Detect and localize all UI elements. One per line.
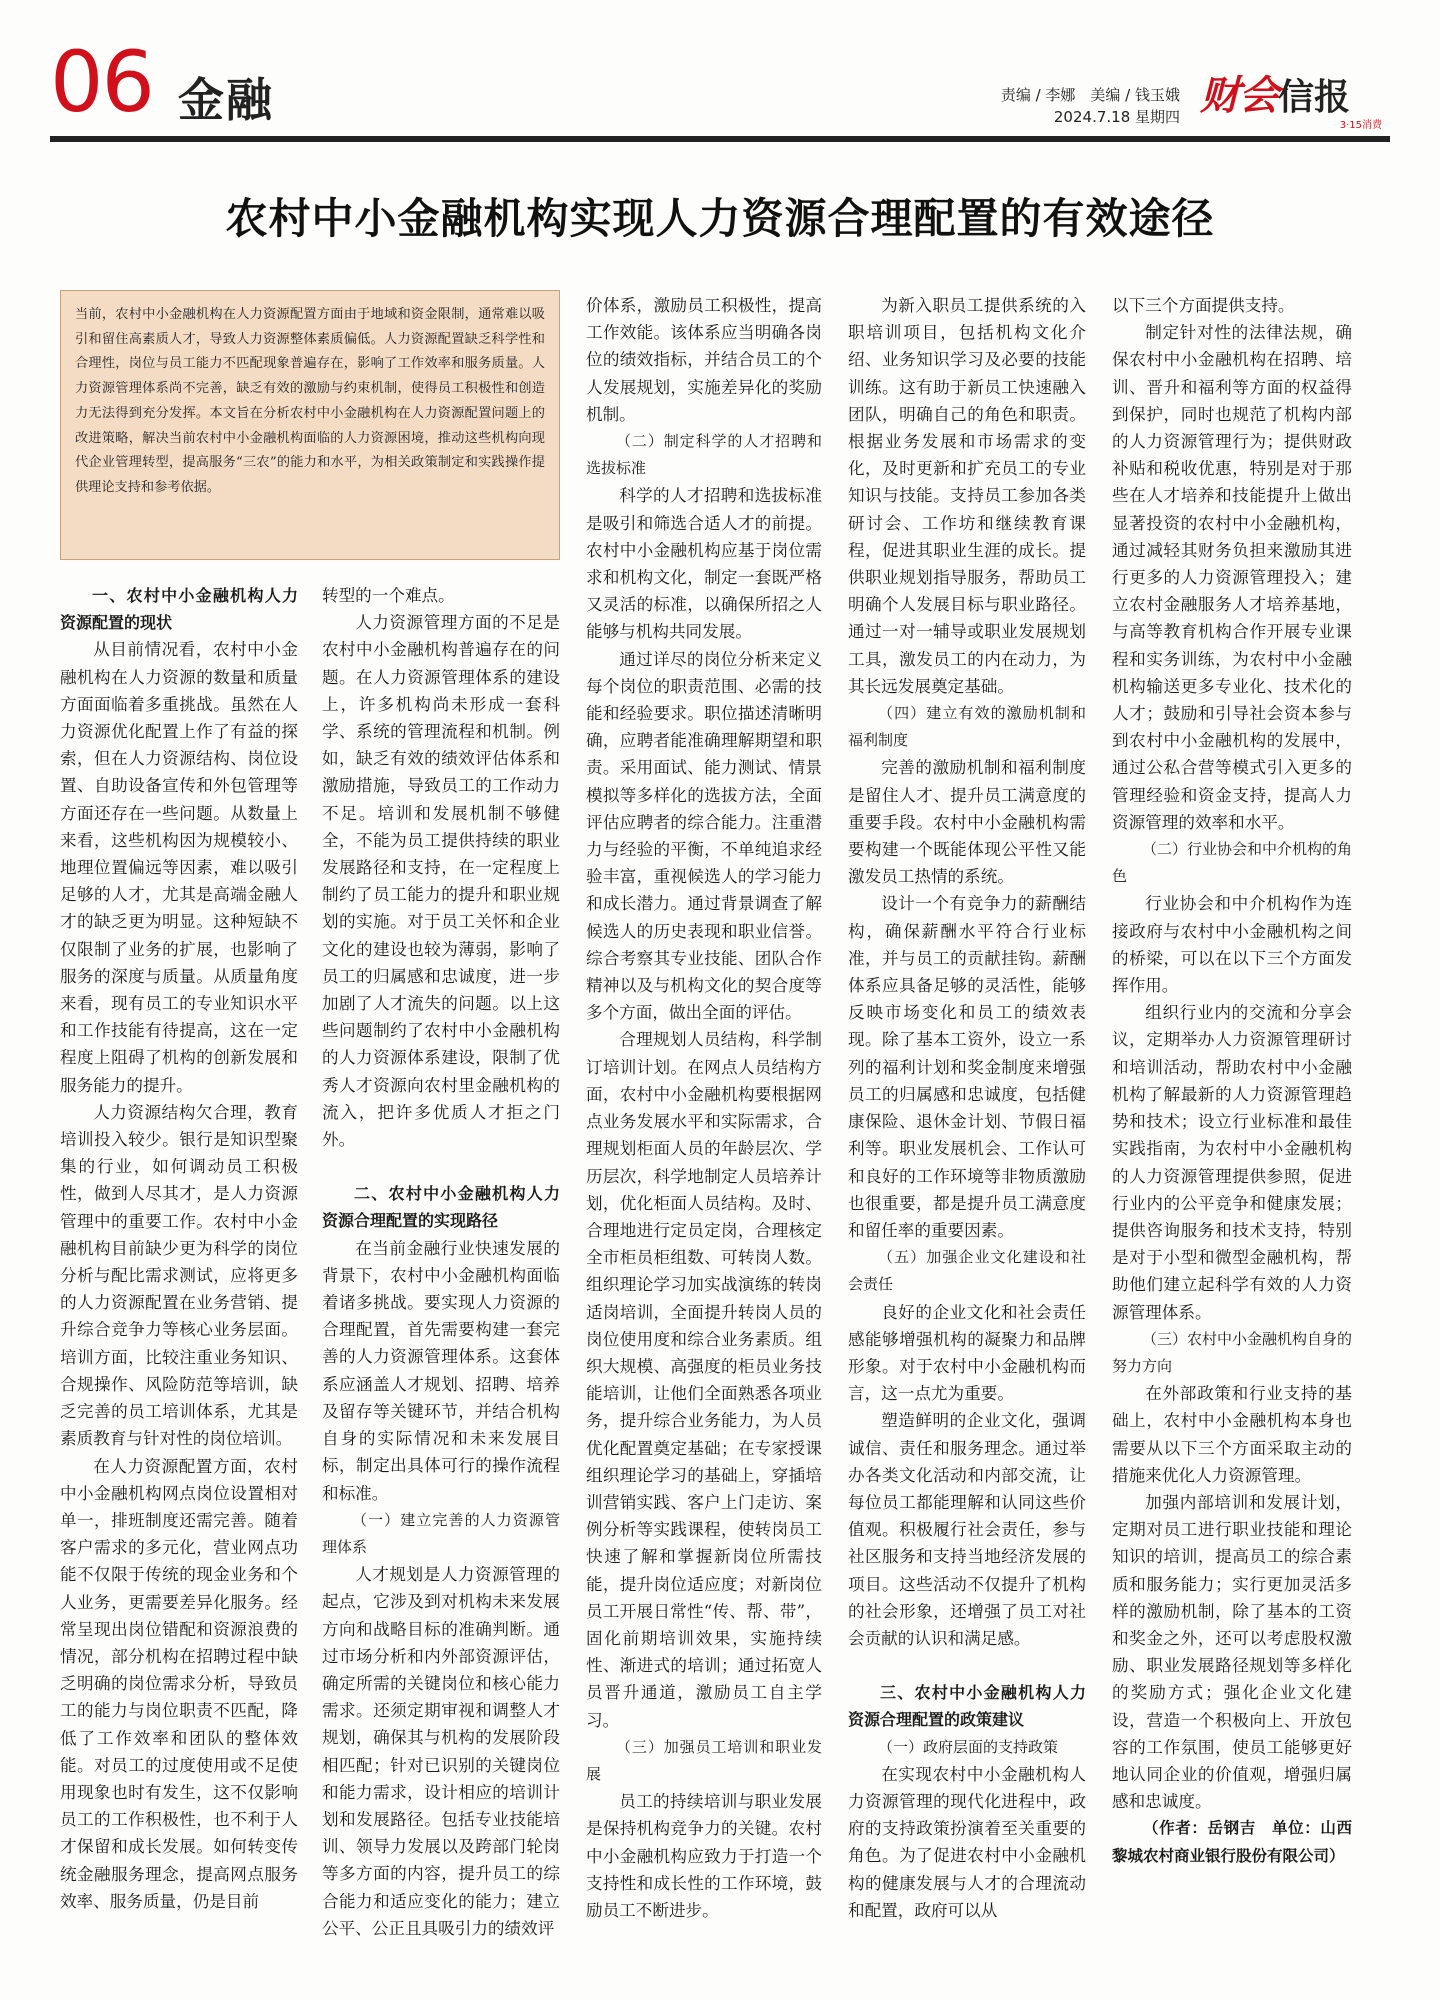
paragraph: 科学的人才招聘和选拔标准是吸引和筛选合适人才的前提。农村中小金融机构应基于岗位需求和机构文化，制定一套既严格又灵活的标准，以确保所招之人能够与机构共同发展。 — [586, 486, 822, 642]
issue-date: 2024.7.18 星期四 — [1053, 108, 1180, 126]
paragraph: 良好的企业文化和社会责任感能够增强机构的凝聚力和品牌形象。对于农村中小金融机构而言，这一点尤为重要。 — [848, 1302, 1086, 1404]
page-header — [50, 33, 1390, 136]
paragraph: 价体系，激励员工积极性，提高工作效能。该体系应当明确各岗位的绩效指标，并结合员工的个人发展规划，实施差异化的奖励机制。 — [586, 296, 822, 424]
header-rule — [50, 136, 1390, 142]
column-4 — [848, 292, 1086, 1924]
editors-line: 责编 / 李娜 美编 / 钱玉娥 — [1000, 86, 1180, 104]
newspaper-logo — [1200, 64, 1390, 134]
paragraph: 完善的激励机制和福利制度是留住人才、提升员工满意度的重要手段。农村中小金融机构需要构建一个既能体现公平性又能激发员工热情的系统。 — [848, 758, 1086, 887]
article-title: 农村中小金融机构实现人力资源合理配置的有效途径 — [225, 194, 1215, 243]
paragraph: 组织行业内的交流和分享会议，定期举办人力资源管理研讨和培训活动，帮助农村中小金融机构了解最新的人力资源管理趋势和技术；设立行业标准和最佳实践指南，为农村中小金融机构的人力资源管理提供参照，促进行业内的公平竞争和健康发展；提供咨询服务和技术支持，特别是对于小型和微型金融机构，帮助他们建立起科学有效的人力资源管理体系。 — [1112, 1003, 1352, 1322]
logo-sub-text: 信报 — [1278, 76, 1351, 118]
subsection-heading: （一）政府层面的支持政策 — [878, 1737, 1059, 1756]
paragraph: 在实现农村中小金融机构人力资源管理的现代化进程中，政府的支持政策扮演着至关重要的角色。为了促进农村中小金融机构的健康发展与人才的合理流动和配置，政府可以从 — [848, 1764, 1086, 1920]
paragraph: 行业协会和中介机构作为连接政府与农村中小金融机构之间的桥梁，可以在以下三个方面发挥作用。 — [1112, 894, 1352, 996]
logo-tag: 3·15消费 — [1339, 120, 1382, 131]
subsection-heading: （三）农村中小金融机构自身的努力方向 — [1112, 1329, 1353, 1375]
paragraph: 人力资源结构欠合理，教育培训投入较少。银行是知识型聚集的行业，如何调动员工积极性，做到人尽其才，是人力资源管理中的重要工作。农村中小金融机构目前缺少更为科学的岗位分析与配比需求测试，应将更多的人力资源配置在业务营销、提升综合竞争力等核心业务层面。培训方面，比较注重业务知识、合规操作、风险防范等培训，缺乏完善的员工培训体系，尤其是素质教育与针对性的岗位培训。 — [60, 1102, 298, 1449]
paragraph: 为新入职员工提供系统的入职培训项目，包括机构文化介绍、业务知识学习及必要的技能训练。这有助于新员工快速融入团队，明确自己的角色和职责。根据业务发展和市场需求的变化，及时更新和扩充员工的专业知识与技能。支持员工参加各类研讨会、工作坊和继续教育课程，促进其职业生涯的成长。提供职业规划指导服务，帮助员工明确个人发展目标与职业路径。通过一对一辅导或职业发展规划工具，激发员工的内在动力，为其长远发展奠定基础。 — [848, 296, 1086, 696]
section-heading-1: 一、农村中小金融机构人力资源配置的现状 — [60, 586, 298, 633]
section-heading-2: 二、农村中小金融机构人力资源合理配置的实现路径 — [322, 1184, 560, 1231]
article-abstract: 当前，农村中小金融机构在人力资源配置方面由于地域和资金限制，通常难以吸引和留住高素质人才，导致人力资源整体素质偏低。人力资源配置缺乏科学性和合理性，岗位与员工能力不匹配现象普遍存在，影响了工作效率和服务质量。人力资源管理体系尚不完善，缺乏有效的激励与约束机制，使得员工积极性和创造力无法得到充分发挥。本文旨在分析农村中小金融机构在人力资源配置问题上的改进策略，解决当前农村中小金融机构面临的人力资源困境，推动这些机构向现代企业管理转型，提高服务“三农”的能力和水平，为相关政策制定和实践操作提供理论支持和参考依据。 — [60, 290, 560, 560]
subsection-heading: （一）建立完善的人力资源管理体系 — [322, 1510, 560, 1556]
column-1 — [60, 582, 298, 1915]
subsection-heading: （四）建立有效的激励机制和福利制度 — [848, 704, 1086, 750]
paragraph: 制定针对性的法律法规，确保农村中小金融机构在招聘、培训、晋升和福利等方面的权益得到保护，同时也规范了机构内部的人力资源管理行为；提供财政补贴和税收优惠，特别是对于那些在人才培养和技能提升上做出显著投资的农村中小金融机构，通过减轻其财务负担来激励其进行更多的人力资源管理投入；建立农村金融服务人才培养基地，与高等教育机构合作开展专业课程和实务训练，为农村中小金融机构输送更多专业化、技术化的人才；鼓励和引导社会资本参与到农村中小金融机构的发展中，通过公私合营等模式引入更多的管理经验和资金支持，提高人力资源管理的效率和水平。 — [1112, 323, 1352, 832]
editor-info — [1001, 84, 1180, 128]
paragraph: 在当前金融行业快速发展的背景下，农村中小金融机构面临着诸多挑战。要实现人力资源的合理配置，首先需要构建一套完善的人力资源管理体系。这套体系应涵盖人才规划、招聘、培养及留存等关键环节，并结合机构自身的实际情况和未来发展目标，制定出具体可行的操作流程和标准。 — [322, 1238, 560, 1503]
subsection-heading: （二）行业协会和中介机构的角色 — [1112, 840, 1353, 886]
paragraph: 合理规划人员结构，科学制订培训计划。在网点人员结构方面，农村中小金融机构要根据网点业务发展水平和实际需求，合理规划柜面人员的年龄层次、学历层次，科学地制定人员培养计划，优化柜面人员结构。及时、合理地进行定员定岗，合理核定全市柜员柜组数、可转岗人数。组织理论学习加实战演练的转岗适岗培训，全面提升转岗人员的岗位使用度和综合业务素质。组织大规模、高强度的柜员业务技能培训，让他们全面熟悉各项业务，提升综合业务能力，为人员优化配置奠定基础；在专家授课组织理论学习的基础上，穿插培训营销实践、客户上门走访、案例分析等实践课程，使转岗员工快速了解和掌握新岗位所需技能，提升岗位适应度；对新岗位员工开展日常性“传、帮、带”，固化前期培训效果，实施持续性、渐进式的培训；通过拓宽人员晋升通道，激励员工自主学习。 — [586, 1030, 822, 1730]
paragraph: 加强内部培训和发展计划，定期对员工进行职业技能和理论知识的培训，提高员工的综合素质和服务能力；实行更加灵活多样的激励机制，除了基本的工资和奖金之外，还可以考虑股权激励、职业发展路径规划等多样化的奖励方式；强化企业文化建设，营造一个积极向上、开放包容的工作氛围，使员工能够更好地认同企业的价值观，增强归属感和忠诚度。 — [1112, 1492, 1352, 1812]
column-3 — [586, 292, 822, 1924]
paragraph: 人才规划是人力资源管理的起点，它涉及到对机构未来发展方向和战略目标的准确判断。通过市场分析和内外部资源评估，确定所需的关键岗位和核心能力需求。还须定期审视和调整人才规划，确保其与机构的发展阶段相匹配；针对已识别的关键岗位和能力需求，设计相应的培训计划和发展路径。包括专业技能培训、领导力发展以及跨部门轮岗等多方面的内容，提升员工的综合能力和适应变化的能力；建立公平、公正且具吸引力的绩效评 — [322, 1565, 560, 1938]
paragraph: 设计一个有竞争力的薪酬结构，确保薪酬水平符合行业标准，并与员工的贡献挂钩。薪酬体系应具备足够的灵活性，能够反映市场变化和员工的绩效表现。除了基本工资外，设立一系列的福利计划和奖金制度来增强员工的归属感和忠诚度，包括健康保险、退休金计划、节假日福利等。职业发展机会、工作认可和良好的工作环境等非物质激励也很重要，都是提升员工满意度和留任率的重要因素。 — [848, 894, 1086, 1240]
subsection-heading: （三）加强员工培训和职业发展 — [586, 1737, 822, 1783]
paragraph: 以下三个方面提供支持。 — [1112, 296, 1295, 315]
paragraph: 员工的持续培训与职业发展是保持机构竞争力的关键。农村中小金融机构应致力于打造一个支持性和成长性的工作环境，鼓励员工不断进步。 — [586, 1792, 822, 1920]
paragraph: 在外部政策和行业支持的基础上，农村中小金融机构本身也需要从以下三个方面采取主动的措施来优化人力资源管理。 — [1112, 1384, 1352, 1485]
logo-main-text: 财会 — [1200, 72, 1278, 119]
paragraph: 转型的一个难点。 — [322, 586, 455, 605]
paragraph: 从目前情况看，农村中小金融机构在人力资源的数量和质量方面面临着多重挑战。虽然在人力资源优化配置上作了有益的探索，但在人力资源结构、岗位设置、自助设备宣传和外包管理等方面还存在一些问题。从数量上来看，这些机构因为规模较小、地理位置偏远等因素，难以吸引足够的人才，尤其是高端金融人才的缺乏更为明显。这种短缺不仅限制了业务的扩展，也影响了服务的深度与质量。从质量角度来看，现有员工的专业知识水平和工作技能有待提高，这在一定程度上阻碍了机构的创新发展和服务能力的提升。 — [60, 640, 298, 1095]
paragraph: 通过详尽的岗位分析来定义每个岗位的职责范围、必需的技能和经验要求。职位描述清晰明确，应聘者能准确理解期望和职责。采用面试、能力测试、情景模拟等多样化的选拔方法，全面评估应聘者的综合能力。注重潜力与经验的平衡，不单纯追求经验丰富，重视候选人的学习能力和成长潜力。通过背景调查了解候选人的历史表现和职业信誉。综合考察其专业技能、团队合作精神以及与机构文化的契合度等多个方面，做出全面的评估。 — [586, 649, 822, 1023]
paragraph: 在人力资源配置方面，农村中小金融机构网点岗位设置相对单一，排班制度还需完善。随着客户需求的多元化，营业网点功能不仅限于传统的现金业务和个人业务，更需要差异化服务。经常呈现出岗位错配和资源浪费的情况，部分机构在招聘过程中缺乏明确的岗位需求分析，导致员工的能力与岗位职责不匹配，降低了工作效率和团队的整体效能。对员工的过度使用或不足使用现象也时有发生，这不仅影响员工的工作积极性，也不利于人才保留和成长发展。如何转变传统金融服务理念，提高网点服务效率、服务质量，仍是目前 — [60, 1456, 298, 1911]
column-2 — [322, 582, 560, 1942]
section-title: 金融 — [178, 73, 274, 127]
subsection-heading: （二）制定科学的人才招聘和选拔标准 — [586, 432, 822, 478]
author-byline: （作者：岳钢吉 单位：山西黎城农村商业银行股份有限公司） — [1112, 1819, 1352, 1865]
paragraph: 人力资源管理方面的不足是农村中小金融机构普遍存在的问题。在人力资源管理体系的建设上，许多机构尚未形成一套科学、系统的管理流程和机制。例如，缺乏有效的绩效评估体系和激励措施，导致员工的工作动力不足。培训和发展机制不够健全，不能为员工提供持续的职业发展路径和支持，在一定程度上制约了员工能力的提升和职业规划的实施。对于员工关怀和企业文化的建设也较为薄弱，影响了员工的归属感和忠诚度，进一步加剧了人才流失的问题。以上这些问题制约了农村中小金融机构的人力资源体系建设，限制了优秀人才资源向农村里金融机构的流入，把许多优质人才拒之门外。 — [322, 613, 560, 1150]
paragraph: 塑造鲜明的企业文化，强调诚信、责任和服务理念。通过举办各类文化活动和内部交流，让每位员工都能理解和认同这些价值观。积极履行社会责任，参与社区服务和支持当地经济发展的项目。这些活动不仅提升了机构的社会形象，还增强了员工对社会贡献的认识和满足感。 — [848, 1411, 1086, 1648]
section-heading-3: 三、农村中小金融机构人力资源合理配置的政策建议 — [848, 1683, 1086, 1730]
subsection-heading: （五）加强企业文化建设和社会责任 — [848, 1248, 1086, 1294]
page-number: 06 — [50, 33, 153, 131]
column-5 — [1112, 292, 1352, 1870]
